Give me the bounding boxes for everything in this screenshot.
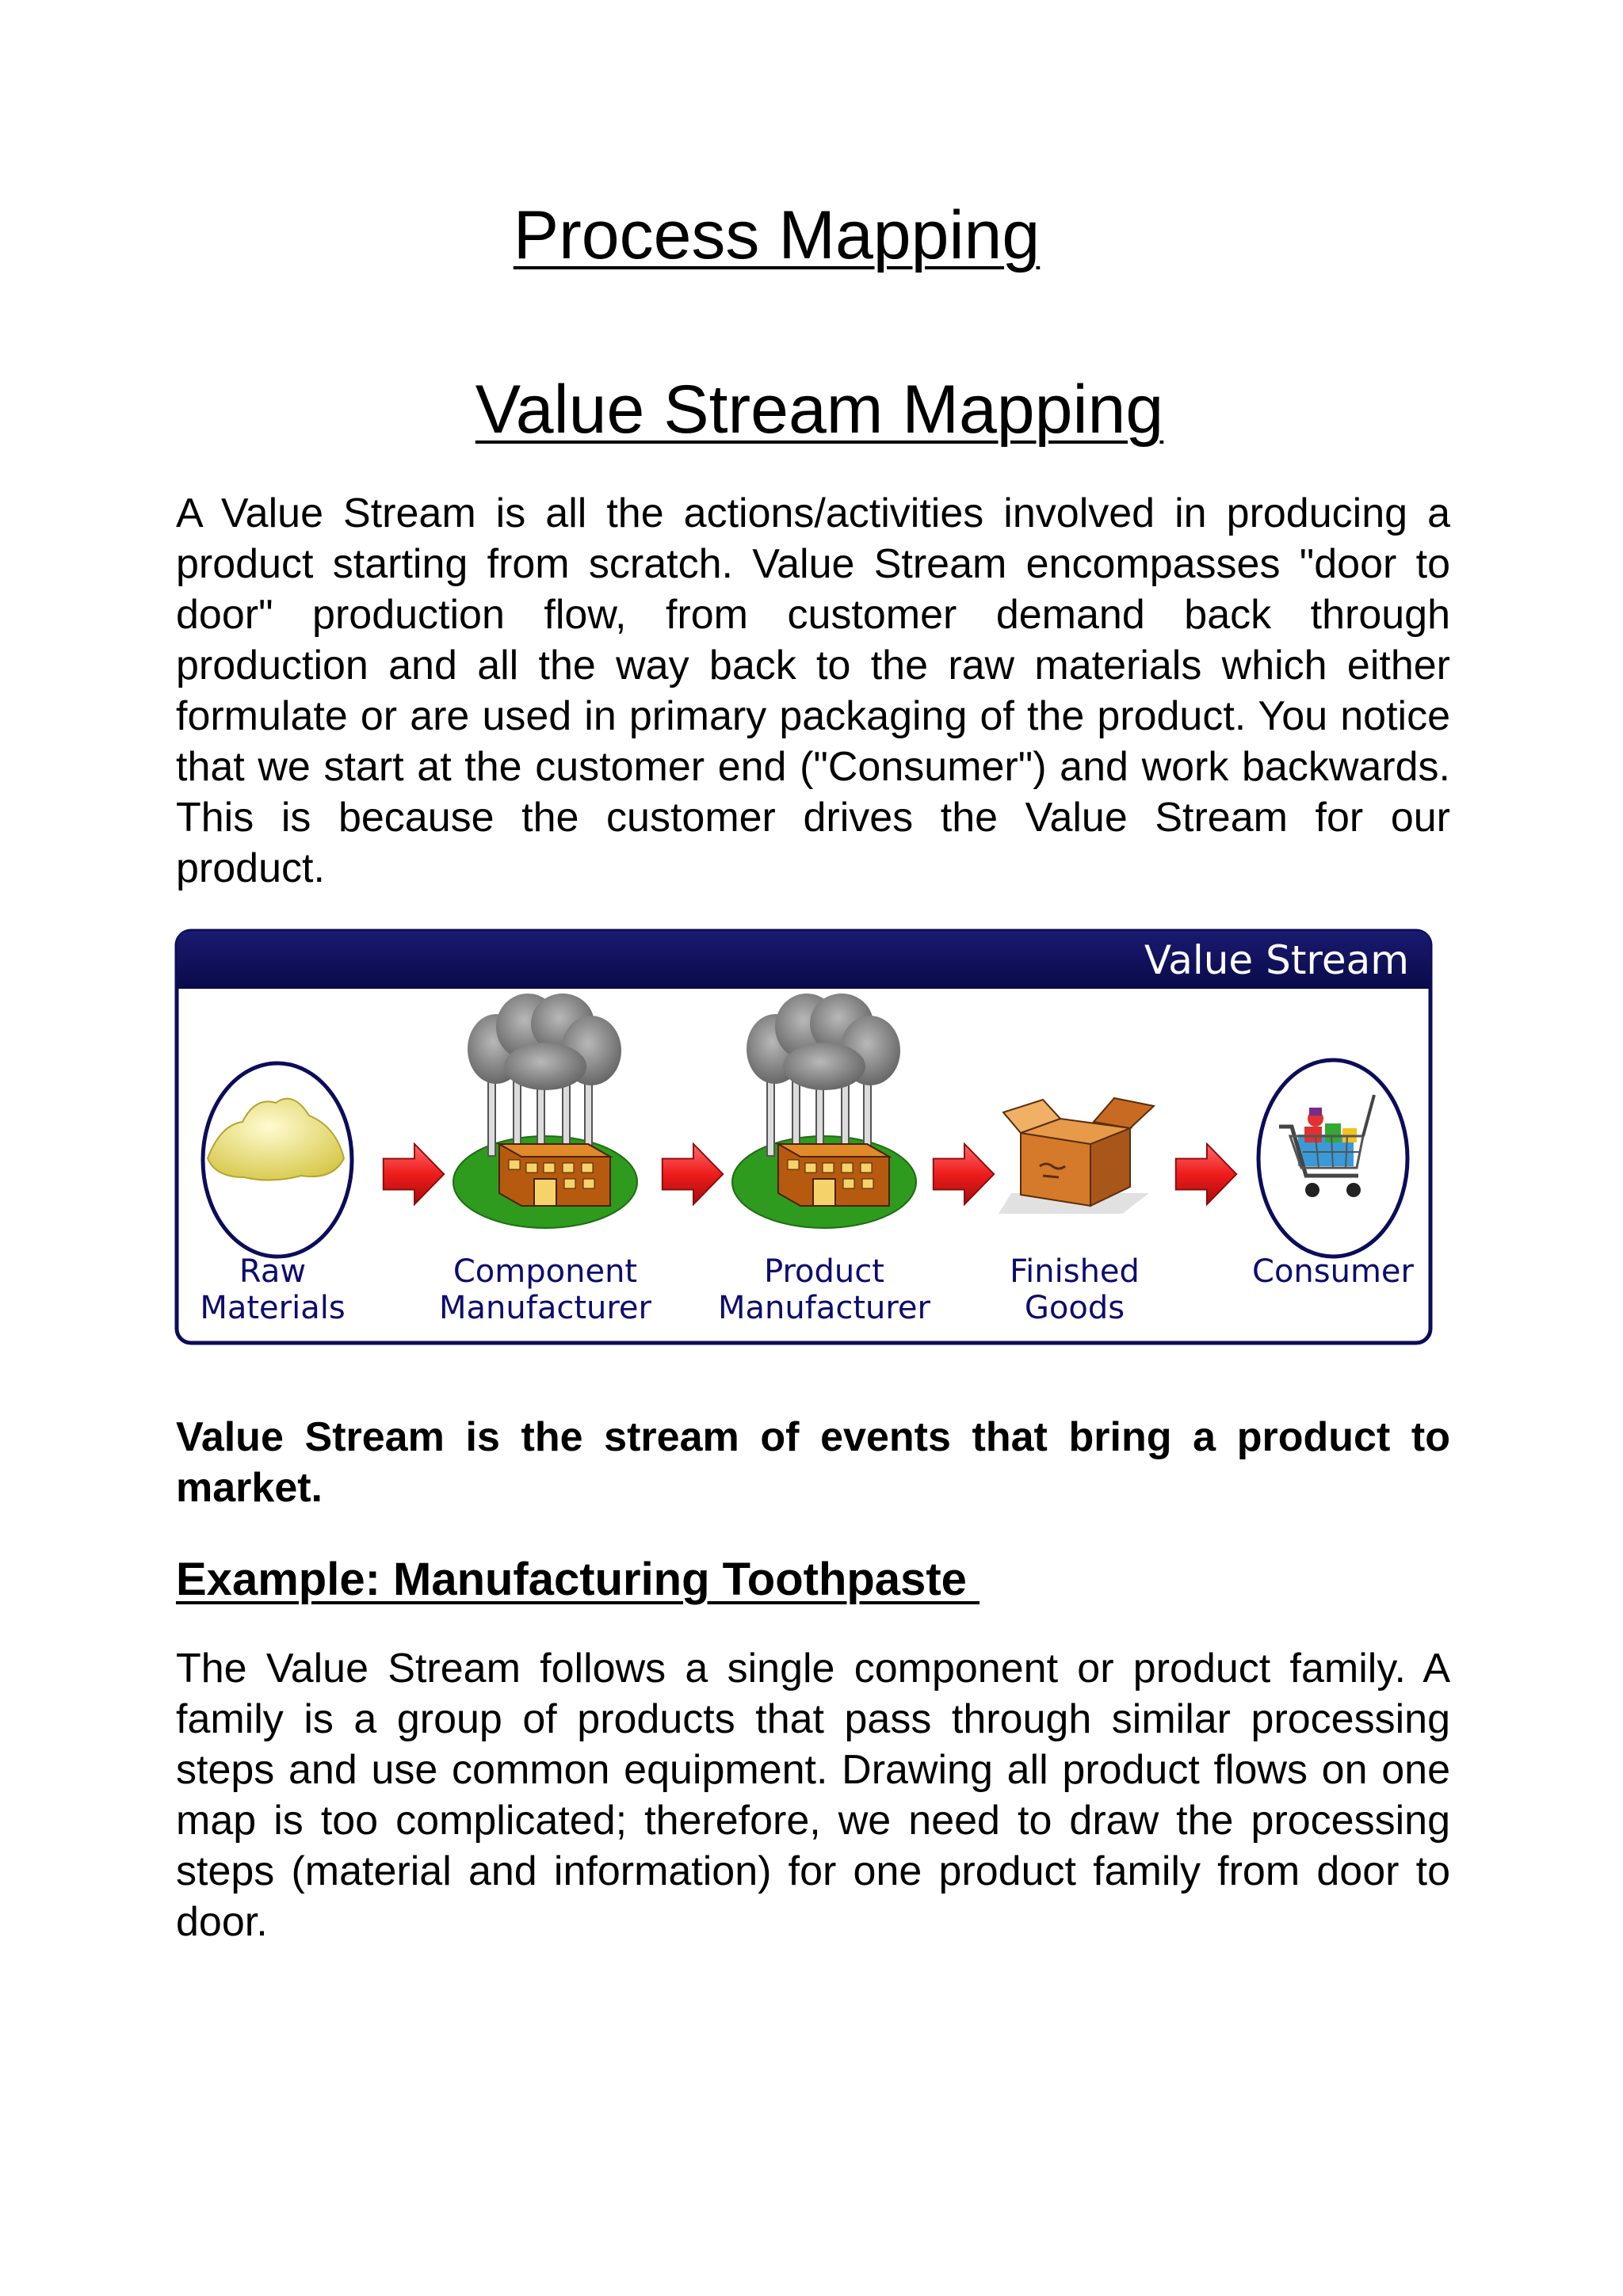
stage-label: Consumer — [1252, 1253, 1414, 1290]
bold-statement: Value Stream is the stream of events that bring a product to market. — [176, 1414, 1450, 1511]
stage-label: Component — [453, 1253, 638, 1290]
stage-label: Goods — [1024, 1290, 1125, 1326]
stage-label: Manufacturer — [718, 1290, 930, 1326]
stage-label: Product — [764, 1253, 884, 1290]
value-stream-diagram — [174, 929, 1433, 1349]
stage-label: Finished — [1010, 1253, 1140, 1290]
diagram-header-text: Value Stream — [1144, 937, 1409, 983]
stage-label: Materials — [200, 1290, 346, 1326]
raw-materials-icon — [203, 1063, 352, 1257]
section-title: Value Stream Mapping — [475, 372, 1164, 448]
example-heading: Example: Manufacturing Toothpaste — [176, 1554, 980, 1605]
example-paragraph: The Value Stream follows a single component or product family. A family is a group of products that pass through similar processing steps and use common equipment. Drawing all product flows on one map is too complicated; therefore, we need to draw the processing steps (material and information) for one product family from door to door. — [176, 1646, 1450, 1945]
shopping-cart-icon — [1258, 1060, 1407, 1257]
stage-label: Raw — [239, 1253, 307, 1290]
page-title: Process Mapping — [513, 197, 1041, 273]
stage-label: Manufacturer — [439, 1290, 651, 1326]
intro-paragraph: A Value Stream is all the actions/activities involved in producing a product starting from scratch. Value Stream encompasses "door to door" production flow, from customer demand back through production and all the way back to the raw materials which either formulate or are used in primary packaging of the product. You notice that we start at the customer end ("Consumer") and work backwards. This is because the customer drives the Value Stream for our product. — [176, 490, 1450, 891]
